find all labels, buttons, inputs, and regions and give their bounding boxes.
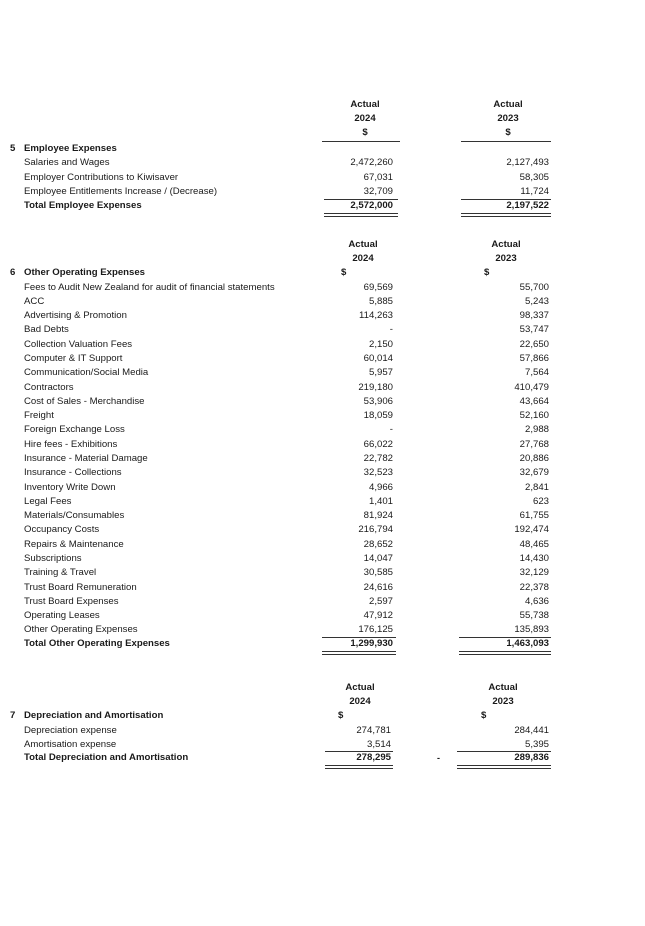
value-2023: 4,636 bbox=[524, 595, 549, 607]
table-row bbox=[0, 185, 645, 199]
table-row bbox=[0, 281, 645, 295]
table-row bbox=[0, 509, 645, 523]
total-2024: 1,299,930 bbox=[350, 638, 393, 649]
row-label: Bad Debts bbox=[24, 324, 69, 336]
header-currency: $ bbox=[341, 267, 347, 278]
value-2024: 28,652 bbox=[363, 538, 393, 550]
value-2023: 11,724 bbox=[520, 186, 549, 197]
value-2023: 20,886 bbox=[519, 452, 549, 464]
value-2024: 219,180 bbox=[358, 381, 393, 393]
note-6-total-row bbox=[0, 637, 645, 651]
table-row bbox=[0, 452, 645, 466]
value-2023: 192,474 bbox=[514, 524, 549, 536]
table-row bbox=[0, 538, 645, 552]
value-2023: 410,479 bbox=[514, 381, 549, 393]
value-2023: 22,650 bbox=[519, 338, 549, 350]
value-2024: 53,906 bbox=[363, 395, 393, 407]
row-label: Insurance - Collections bbox=[24, 467, 122, 479]
value-2023: 58,305 bbox=[519, 171, 549, 183]
value-2023: 623 bbox=[532, 495, 549, 507]
value-2024: 274,781 bbox=[356, 724, 391, 736]
note-5-header-2023 bbox=[468, 98, 548, 140]
header-year: 2024 bbox=[349, 696, 371, 707]
row-label: Inventory Write Down bbox=[24, 481, 116, 493]
table-row bbox=[0, 366, 645, 380]
note-number: 6 bbox=[10, 267, 16, 278]
value-2023: 2,841 bbox=[524, 481, 549, 493]
value-2023: 284,441 bbox=[514, 724, 549, 736]
table-row bbox=[0, 409, 645, 423]
total-label: Total Employee Expenses bbox=[24, 200, 142, 211]
row-label: Amortisation expense bbox=[24, 739, 117, 750]
value-2024: 5,957 bbox=[368, 367, 393, 379]
value-2024: 32,523 bbox=[363, 467, 393, 479]
note-7-total-row bbox=[0, 751, 645, 765]
row-label: Repairs & Maintenance bbox=[24, 538, 124, 550]
header-year: 2024 bbox=[352, 253, 374, 264]
table-row bbox=[0, 466, 645, 480]
header-year: 2023 bbox=[497, 113, 519, 124]
total-2023: 289,836 bbox=[514, 752, 549, 763]
row-label: Legal Fees bbox=[24, 495, 72, 507]
value-2024: - bbox=[389, 424, 393, 436]
row-label: Occupancy Costs bbox=[24, 524, 100, 536]
row-label: Fees to Audit New Zealand for audit of financial statements bbox=[24, 281, 275, 293]
value-2024: 47,912 bbox=[363, 610, 393, 622]
table-row bbox=[0, 438, 645, 452]
value-2024: 69,569 bbox=[363, 281, 393, 293]
table-row bbox=[0, 523, 645, 537]
header-actual: Actual bbox=[488, 682, 518, 693]
table-row bbox=[0, 338, 645, 352]
value-2023: 22,378 bbox=[519, 581, 549, 593]
row-label: Computer & IT Support bbox=[24, 352, 123, 364]
value-2024: 2,472,260 bbox=[350, 157, 393, 168]
total-double-underline bbox=[322, 651, 396, 655]
value-2024: 30,585 bbox=[363, 567, 393, 579]
row-label: Advertising & Promotion bbox=[24, 310, 127, 322]
table-row bbox=[0, 381, 645, 395]
value-2024: 114,263 bbox=[359, 310, 393, 322]
table-row bbox=[0, 171, 645, 185]
value-2024: 216,794 bbox=[358, 524, 393, 536]
total-double-underline bbox=[461, 213, 551, 217]
table-row bbox=[0, 595, 645, 609]
header-actual: Actual bbox=[493, 99, 523, 110]
total-2023: 2,197,522 bbox=[506, 200, 549, 211]
value-2024: 176,125 bbox=[358, 624, 393, 636]
table-row bbox=[0, 481, 645, 495]
value-2024: 22,782 bbox=[363, 452, 393, 464]
value-2023: 98,337 bbox=[519, 310, 549, 322]
value-2023: 5,395 bbox=[524, 739, 549, 750]
row-label: ACC bbox=[24, 295, 45, 307]
table-row bbox=[0, 566, 645, 580]
row-label: Insurance - Material Damage bbox=[24, 452, 148, 464]
value-2023: 135,893 bbox=[514, 624, 549, 636]
header-actual: Actual bbox=[491, 239, 521, 250]
value-2023: 53,747 bbox=[519, 324, 549, 336]
table-row bbox=[0, 609, 645, 623]
value-2024: 81,924 bbox=[363, 510, 393, 522]
total-label: Total Other Operating Expenses bbox=[24, 638, 170, 649]
note-5-header-2024 bbox=[325, 98, 405, 140]
value-2023: 55,738 bbox=[519, 610, 549, 622]
row-label: Training & Travel bbox=[24, 567, 97, 579]
value-2023: 48,465 bbox=[519, 538, 549, 550]
value-2024: 14,047 bbox=[363, 553, 393, 564]
table-row bbox=[0, 623, 645, 637]
header-year: 2023 bbox=[492, 696, 514, 707]
total-2023: 1,463,093 bbox=[506, 638, 549, 649]
value-2024: 3,514 bbox=[366, 739, 391, 750]
row-label: Salaries and Wages bbox=[24, 157, 110, 168]
total-double-underline bbox=[324, 213, 398, 217]
table-row bbox=[0, 395, 645, 409]
value-2024: 32,709 bbox=[363, 186, 393, 197]
table-row bbox=[0, 552, 645, 566]
row-label: Cost of Sales - Merchandise bbox=[24, 395, 145, 407]
total-2024: 2,572,000 bbox=[350, 200, 393, 211]
header-currency: $ bbox=[505, 127, 511, 138]
header-currency: $ bbox=[484, 267, 490, 278]
value-2023: 52,160 bbox=[519, 410, 549, 422]
value-2024: 1,401 bbox=[368, 495, 393, 507]
value-2023: 5,243 bbox=[524, 295, 549, 307]
header-actual: Actual bbox=[345, 682, 375, 693]
total-label: Total Depreciation and Amortisation bbox=[24, 752, 189, 763]
value-2024: 67,031 bbox=[363, 171, 393, 183]
value-2023: 61,755 bbox=[519, 510, 549, 522]
value-2024: 66,022 bbox=[363, 438, 393, 450]
value-2024: 24,616 bbox=[363, 581, 393, 593]
note-number: 7 bbox=[10, 710, 16, 721]
value-2024: 4,966 bbox=[368, 481, 393, 493]
header-actual: Actual bbox=[350, 99, 380, 110]
header-currency: $ bbox=[338, 710, 344, 721]
row-label: Hire fees - Exhibitions bbox=[24, 438, 118, 450]
header-year: 2024 bbox=[354, 113, 376, 124]
table-row bbox=[0, 295, 645, 309]
note-7-title-row bbox=[0, 709, 645, 723]
header-currency: $ bbox=[481, 710, 487, 721]
value-2024: 2,150 bbox=[368, 338, 393, 350]
value-2024: 5,885 bbox=[368, 295, 393, 307]
row-label: Subscriptions bbox=[24, 553, 82, 564]
note-5-total-row bbox=[0, 199, 645, 213]
table-row bbox=[0, 423, 645, 437]
note-title: Other Operating Expenses bbox=[24, 267, 146, 278]
value-2023: 2,988 bbox=[524, 424, 549, 436]
note-title: Depreciation and Amortisation bbox=[24, 710, 164, 721]
note-title: Employee Expenses bbox=[24, 143, 117, 154]
row-label: Communication/Social Media bbox=[24, 367, 149, 379]
value-2023: 27,768 bbox=[519, 438, 549, 450]
total-double-underline bbox=[459, 651, 551, 655]
row-label: Trust Board Expenses bbox=[24, 595, 119, 607]
total-double-underline bbox=[457, 765, 551, 769]
row-label: Freight bbox=[24, 410, 54, 422]
total-2024: 278,295 bbox=[356, 752, 391, 763]
value-2024: - bbox=[389, 324, 393, 336]
stray-dash-mark: - bbox=[437, 753, 440, 763]
header-year: 2023 bbox=[495, 253, 517, 264]
row-label: Trust Board Remuneration bbox=[24, 581, 137, 593]
value-2023: 55,700 bbox=[519, 281, 549, 293]
value-2023: 57,866 bbox=[519, 352, 549, 364]
value-2023: 43,664 bbox=[519, 395, 549, 407]
value-2024: 60,014 bbox=[363, 352, 393, 364]
value-2023: 14,430 bbox=[519, 553, 549, 564]
note-number: 5 bbox=[10, 143, 16, 154]
row-label: Other Operating Expenses bbox=[24, 624, 138, 636]
value-2023: 32,679 bbox=[519, 467, 549, 479]
row-label: Contractors bbox=[24, 381, 74, 393]
table-row bbox=[0, 724, 645, 738]
table-row bbox=[0, 309, 645, 323]
header-actual: Actual bbox=[348, 239, 378, 250]
header-currency: $ bbox=[362, 127, 368, 138]
table-row bbox=[0, 352, 645, 366]
table-row bbox=[0, 156, 645, 170]
row-label: Foreign Exchange Loss bbox=[24, 424, 125, 436]
value-2023: 2,127,493 bbox=[506, 157, 549, 168]
row-label: Depreciation expense bbox=[24, 724, 117, 736]
row-label: Materials/Consumables bbox=[24, 510, 125, 522]
value-2023: 7,564 bbox=[524, 367, 549, 379]
row-label: Collection Valuation Fees bbox=[24, 338, 133, 350]
value-2023: 32,129 bbox=[519, 567, 549, 579]
value-2024: 18,059 bbox=[363, 410, 393, 422]
table-row bbox=[0, 581, 645, 595]
note-5-title-row bbox=[0, 142, 645, 156]
table-row bbox=[0, 323, 645, 337]
note-6-title-row bbox=[0, 266, 645, 280]
total-double-underline bbox=[325, 765, 393, 769]
row-label: Employee Entitlements Increase / (Decrease) bbox=[24, 186, 218, 197]
table-row bbox=[0, 495, 645, 509]
row-label: Operating Leases bbox=[24, 610, 100, 622]
row-label: Employer Contributions to Kiwisaver bbox=[24, 171, 179, 183]
value-2024: 2,597 bbox=[368, 595, 393, 607]
